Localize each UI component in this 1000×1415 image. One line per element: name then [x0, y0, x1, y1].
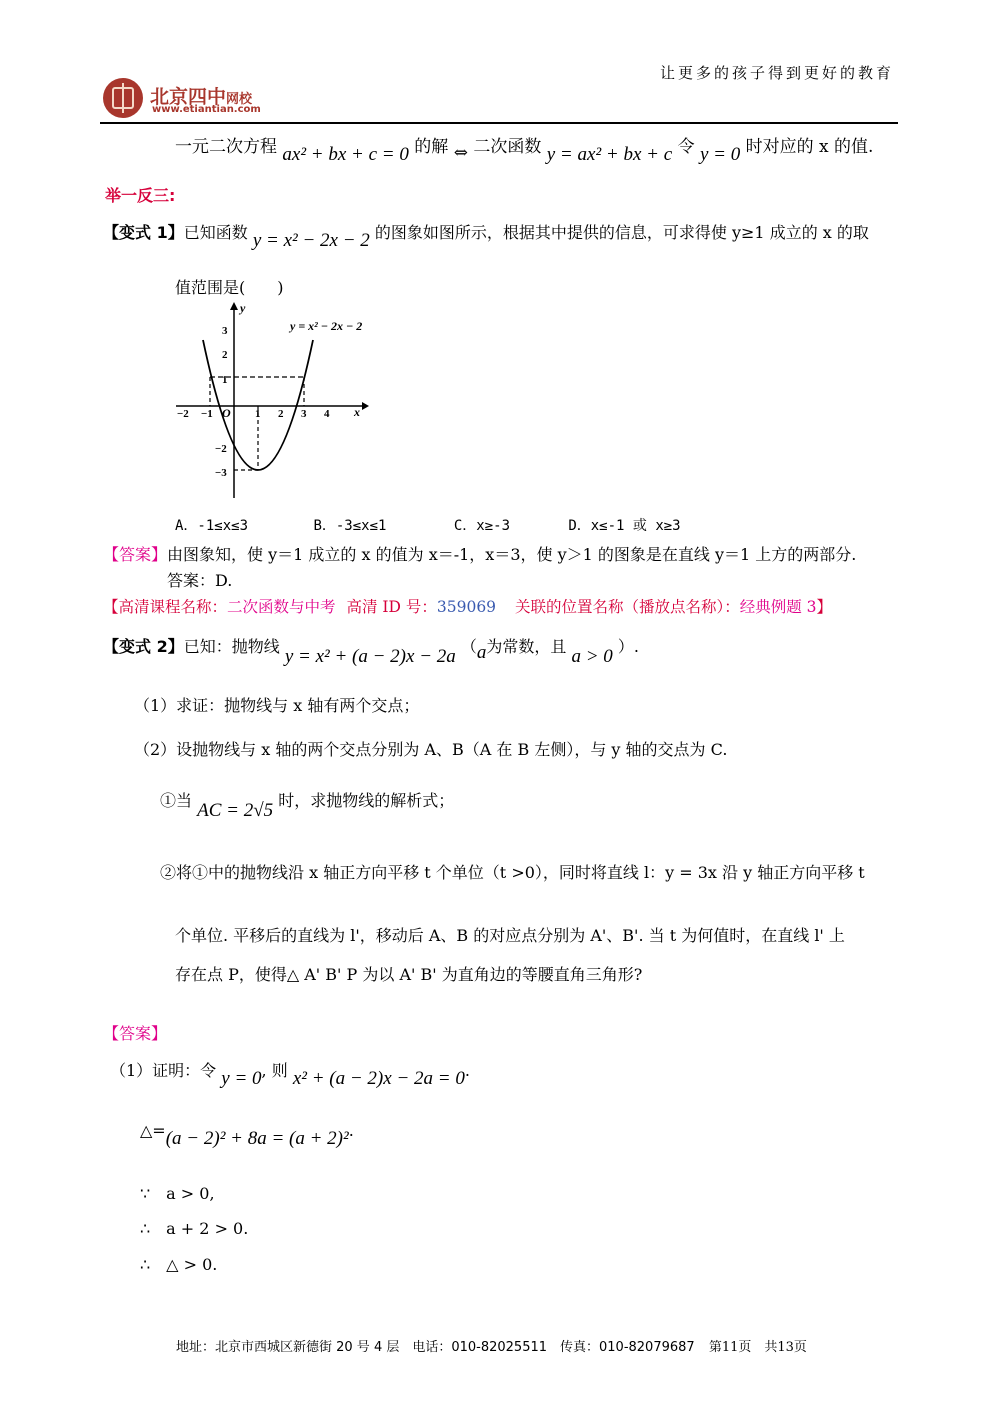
q2a-equation: AC = 2√5 — [197, 800, 274, 821]
logo-icon — [103, 78, 143, 118]
intro-text-5: 时对应的 x 的值. — [745, 137, 874, 157]
q2a-text-2: 时，求抛物线的解析式； — [278, 791, 455, 810]
footer — [176, 1336, 807, 1355]
variant2-text-1: 已知：抛物线 — [183, 637, 280, 656]
y-axis-label: y — [240, 301, 246, 315]
course-close: 】 — [816, 598, 833, 616]
option-a: A．-1≤x≤3 — [175, 518, 249, 534]
answer-label: 【答案】 — [103, 545, 168, 564]
logo-url: www.etiantian.com — [152, 104, 261, 115]
solution-line2-end: . — [348, 1121, 354, 1140]
solution-line5: ∴ △ > 0. — [140, 1255, 218, 1274]
variant2-stem — [103, 634, 639, 667]
variant1-stem-cont: 值范围是( ) — [175, 278, 284, 297]
intro-text-3: 二次函数 — [473, 137, 542, 157]
y-tick-label: 3 — [222, 325, 228, 337]
variant2-q2b-line3: 存在点 P，使得△ A' B' P 为以 A' B' 为直角边的等腰直角三角形? — [175, 965, 643, 984]
x-tick-label: 1 — [255, 408, 261, 420]
y-tick-label: −3 — [215, 467, 227, 479]
answer-text: 由图象知，使 y＝1 成立的 x 的值为 x＝-1，x＝3，使 y＞1 的图象是在直线 y＝1 上方的两部分. — [167, 545, 857, 564]
variant2-q2b-line2: 个单位. 平移后的直线为 l'，移动后 A、B 的对应点分别为 A'、B'. 当 t 为何值时，在直线 l' 上 — [175, 926, 845, 945]
solution-line2-text: △= — [140, 1121, 166, 1140]
variant2-q2b-line1: ②将①中的抛物线沿 x 轴正方向平移 t 个单位（t >0），同时将直线 l：y = 3x 沿 y 轴正方向平移 t — [160, 863, 865, 882]
course-position-label: 关联的位置名称（播放点名称）： — [514, 598, 740, 616]
x-axis-label: x — [354, 405, 360, 419]
x-axis-arrow-icon — [362, 402, 369, 410]
y-axis-arrow-icon — [230, 302, 238, 310]
x-tick-label: −1 — [201, 408, 213, 420]
solution-line1-end: . — [464, 1061, 470, 1080]
intro-line — [175, 132, 874, 165]
x-tick-label: 2 — [278, 408, 284, 420]
course-name: 二次函数与中考 — [227, 598, 336, 616]
solution-line1-text: （1）证明：令 — [110, 1061, 217, 1080]
x-tick-label: 3 — [301, 408, 307, 420]
variant1-text-1: 已知函数 — [183, 223, 248, 242]
option-c: C．x≥-3 — [453, 518, 511, 534]
variant2-text-4: ）. — [617, 637, 639, 656]
logo-title: 北京四中 — [150, 86, 227, 108]
parabola-graph — [172, 300, 372, 500]
origin-label: O — [222, 406, 231, 420]
solution-line1 — [110, 1058, 470, 1089]
course-id: 359069 — [436, 598, 497, 616]
intro-text-4: 令 — [677, 137, 695, 157]
variant2-equation: y = x² + (a − 2)x − 2a — [284, 646, 456, 667]
footer-address: 地址：北京市西城区新德街 20 号 4 层 电话：010-82025511 传真：010-82079687 — [176, 1340, 695, 1355]
logo-suffix: 网校 — [226, 92, 253, 107]
course-id-label: 高清 ID 号： — [346, 598, 437, 616]
solution-line2-eq: (a − 2)² + 8a = (a + 2)² — [165, 1128, 349, 1149]
header-slogan: 让更多的孩子得到更好的教育 — [660, 64, 895, 82]
variant1-options — [175, 515, 681, 535]
intro-equation-2: y = ax² + bx + c — [546, 144, 673, 165]
intro-text-2: 的解 — [414, 137, 449, 157]
course-position: 经典例题 3 — [739, 598, 817, 616]
option-b: B．-3≤x≤1 — [313, 518, 387, 534]
x-tick-label: −2 — [177, 408, 189, 420]
solution-label: 【答案】 — [103, 1024, 168, 1043]
solution-line1-eq2: x² + (a − 2)x − 2a = 0 — [292, 1068, 465, 1089]
intro-text-1: 一元二次方程 — [175, 137, 277, 157]
variant2-condition: a > 0 — [571, 646, 613, 667]
variant1-answer — [103, 542, 856, 565]
solution-line1-mid: , 则 — [261, 1061, 288, 1080]
variant2-q2a — [160, 788, 455, 821]
solution-line4: ∴ a + 2 > 0. — [140, 1219, 249, 1238]
variant1-label: 【变式 1】 — [103, 223, 184, 242]
course-label: 【高清课程名称： — [103, 598, 228, 616]
variant2-text-3: 为常数，且 — [486, 637, 567, 656]
graph-function-label: y = x² − 2x − 2 — [290, 319, 363, 333]
variant2-text-2: （ — [460, 637, 477, 656]
variant1-equation: y = x² − 2x − 2 — [252, 230, 370, 251]
y-tick-label: −2 — [215, 443, 227, 455]
equivalence-arrow: ⇔ — [453, 143, 468, 163]
q2a-text-1: ①当 — [160, 791, 193, 810]
header-divider — [100, 122, 898, 124]
variant1-stem — [103, 220, 869, 251]
intro-equation-3: y = 0 — [699, 144, 741, 165]
course-info — [103, 595, 832, 617]
solution-line1-eq1: y = 0 — [221, 1068, 262, 1089]
variant2-q1: （1）求证：抛物线与 x 轴有两个交点； — [134, 696, 420, 715]
section-title: 举一反三: — [105, 186, 176, 205]
y-tick-label: 1 — [222, 374, 228, 386]
variant2-q2: （2）设抛物线与 x 轴的两个交点分别为 A、B（A 在 B 左侧），与 y 轴的交点为 C. — [134, 740, 728, 759]
option-d: D．x≤-1 或 x≥3 — [568, 518, 681, 534]
footer-page: 第11页 共13页 — [708, 1340, 807, 1355]
solution-line2 — [140, 1120, 354, 1149]
solution-line3: ∵ a > 0, — [140, 1184, 215, 1203]
variant2-var-a: a — [476, 642, 487, 663]
variant2-label: 【变式 2】 — [103, 637, 184, 656]
variant1-answer-final: 答案：D. — [167, 571, 233, 590]
intro-equation-1: ax² + bx + c = 0 — [282, 144, 409, 165]
variant1-text-2: 的图象如图所示，根据其中提供的信息，可求得使 y≥1 成立的 x 的取 — [374, 223, 869, 242]
y-tick-label: 2 — [222, 349, 228, 361]
x-tick-label: 4 — [324, 408, 330, 420]
